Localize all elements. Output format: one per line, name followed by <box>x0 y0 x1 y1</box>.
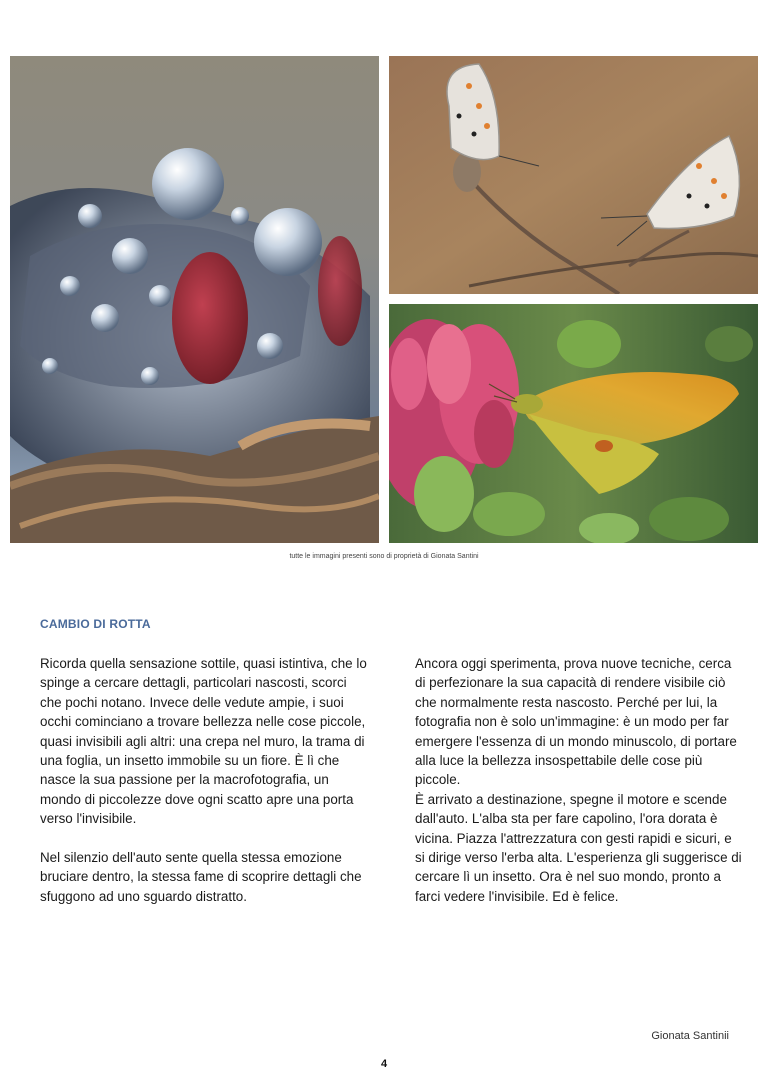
image-credit: tutte le immagini presenti sono di proprietà di Gionata Santini <box>289 553 479 560</box>
fly-illustration <box>10 56 379 543</box>
clouded-yellow-illustration <box>389 304 758 543</box>
paragraph: Ancora oggi sperimenta, prova nuove tecniche, cerca di perfezionare la sua capacità di rendere visibile ciò che normalmente resta nascosto. Perché per lui, la fotografia non è solo un'immagine: è un modo per far emergere l'essenza di un mondo minuscolo, di portare alla luce la bellezza insospettabile delle cose più piccole. <box>415 656 737 788</box>
paragraph: si dirige verso l'erba alta. L'esperienza gli suggerisce di cercare lì un insetto. Ora è nel suo mondo, pronto a farci vedere l'invisibile. Ed è felice. <box>415 850 742 904</box>
photo-clouded-yellow-butterfly <box>389 304 758 543</box>
page-number: 4 <box>380 1058 388 1070</box>
photo-dew-covered-fly <box>10 56 379 543</box>
text-column-left <box>40 654 370 906</box>
section-title: CAMBIO DI ROTTA <box>40 617 151 631</box>
paragraph: È arrivato a destinazione, spegne il motore e scende dall'auto. L'alba sta per fare capolino, l'ora dorata è vicina. Piazza l'attrezzatura con gesti rapidi e sicuri, e <box>415 791 732 846</box>
butterflies-illustration <box>389 56 758 294</box>
paragraph: Nel silenzio dell'auto sente quella stessa emozione bruciare dentro, la stessa fame di scoprire dettagli che sfuggono ad uno sguardo distratto. <box>40 850 362 904</box>
author-signature: Gionata Santinii <box>651 1030 729 1042</box>
text-column-right <box>415 654 745 906</box>
paragraph: Ricorda quella sensazione sottile, quasi istintiva, che lo spinge a cercare dettagli, particolari nascosti, scorci che pochi notano. Invece delle vedute ampie, i suoi occhi cominciano a trovare bellezza nelle cose piccole, quasi invisibili agli altri: una crepa nel muro, la trama di una foglia, un insetto immobile su un fiore. È lì che nasce la sua passione per la macrofotografia, un mondo di piccolezze dove ogni scatto apre una porta verso l'invisibile. <box>40 656 367 827</box>
photo-two-blue-butterflies <box>389 56 758 294</box>
